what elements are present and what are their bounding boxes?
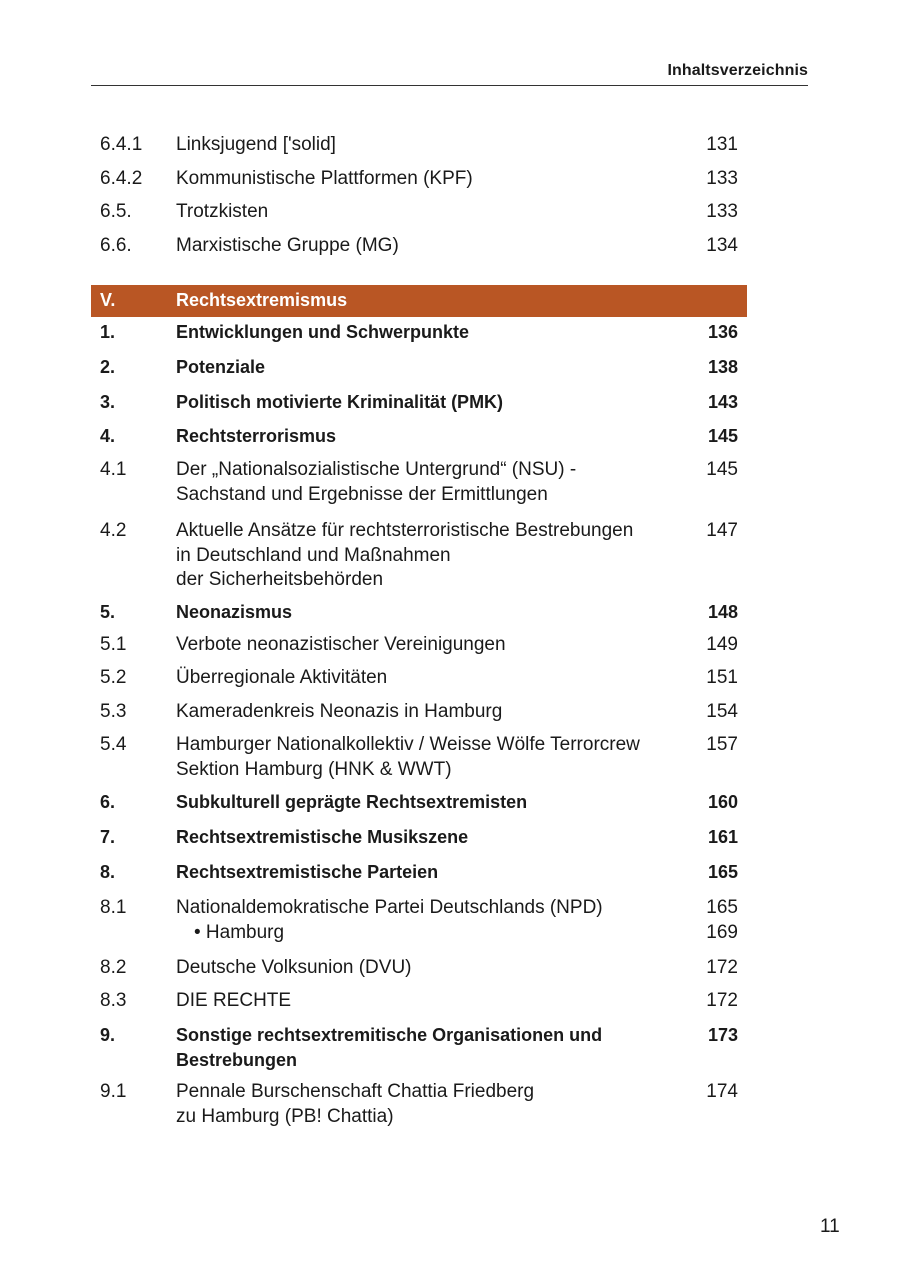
toc-entry-title bbox=[176, 320, 696, 345]
toc-entry-title-line: Neonazismus bbox=[176, 602, 293, 622]
toc-entry-page-number: 145 bbox=[707, 426, 738, 446]
toc-entry-title-line: Der „Nationalsozialistische Untergrund“ (NSU) - bbox=[176, 459, 577, 480]
toc-entry-number: 3. bbox=[100, 392, 116, 412]
toc-entry-title bbox=[176, 700, 696, 725]
toc-entry-page bbox=[686, 234, 738, 259]
toc-entry-page-number: 136 bbox=[707, 322, 738, 342]
toc-entry-number: 4.2 bbox=[100, 520, 127, 541]
toc-entry-title bbox=[176, 234, 696, 259]
toc-entry-title bbox=[176, 989, 696, 1014]
toc-entry-page-number: 169 bbox=[706, 921, 738, 943]
toc-entry-page bbox=[686, 458, 738, 483]
toc-entry-page bbox=[686, 390, 738, 415]
toc-entry-title-line: der Sicherheitsbehörden bbox=[176, 569, 384, 590]
toc-entry-page-number: 172 bbox=[706, 990, 738, 1011]
toc-entry-page-number: 147 bbox=[706, 520, 738, 541]
toc-entry-page bbox=[686, 700, 738, 725]
section-title: Rechtsextremismus bbox=[176, 290, 348, 310]
toc-entry-title bbox=[176, 860, 696, 885]
toc-entry-title-line: Kameradenkreis Neonazis in Hamburg bbox=[176, 701, 503, 722]
toc-entry-number: 8. bbox=[100, 862, 116, 882]
toc-entry-page bbox=[686, 733, 738, 758]
toc-entry-page-number: 143 bbox=[707, 392, 738, 412]
toc-entry-title-line: Bestrebungen bbox=[176, 1049, 298, 1070]
toc-entry-page bbox=[686, 989, 738, 1014]
toc-entry-page bbox=[686, 666, 738, 691]
toc-entry-title bbox=[176, 733, 696, 782]
toc-entry-title bbox=[176, 633, 696, 658]
toc-entry-title-line: Subkulturell geprägte Rechtsextremisten bbox=[176, 792, 528, 812]
toc-entry-page bbox=[686, 1080, 738, 1105]
toc-entry-number: 7. bbox=[100, 827, 116, 847]
toc-entry-page bbox=[686, 1023, 738, 1048]
header-rule bbox=[91, 85, 808, 86]
toc-entry-page-number: 165 bbox=[706, 897, 738, 918]
toc-entry-number: 5.1 bbox=[100, 634, 127, 655]
toc-entry-title bbox=[176, 666, 696, 691]
toc-entry-number: 8.1 bbox=[100, 897, 127, 918]
toc-entry-title bbox=[176, 790, 696, 815]
toc-entry-page bbox=[686, 320, 738, 345]
header-title: Inhaltsverzeichnis bbox=[667, 62, 808, 79]
toc-entry-title bbox=[176, 600, 696, 625]
toc-entry-number: 4. bbox=[100, 426, 116, 446]
page-number: 11 bbox=[820, 1216, 840, 1237]
toc-entry-title-line: zu Hamburg (PB! Chattia) bbox=[176, 1105, 394, 1127]
toc-entry-page-number: 172 bbox=[706, 957, 738, 978]
toc-entry-title bbox=[176, 1080, 696, 1129]
toc-entry-page bbox=[686, 860, 738, 885]
toc-entry-page-number: 165 bbox=[707, 862, 738, 882]
toc-entry-page bbox=[686, 133, 738, 158]
toc-entry-page bbox=[686, 355, 738, 380]
toc-entry-title bbox=[176, 956, 696, 981]
toc-entry-number: 4.1 bbox=[100, 459, 127, 480]
toc-entry-title bbox=[176, 424, 696, 449]
toc-entry-page-number: 157 bbox=[706, 734, 738, 755]
toc-entry-number: 8.2 bbox=[100, 957, 127, 978]
toc-entry-page-number: 173 bbox=[707, 1025, 738, 1045]
toc-entry-title-line: Rechtsextremistische Musikszene bbox=[176, 827, 469, 847]
toc-entry-title bbox=[176, 167, 696, 192]
toc-entry-page-number: 148 bbox=[707, 602, 738, 622]
toc-entry-title-line: in Deutschland und Maßnahmen bbox=[176, 544, 451, 566]
toc-entry-title bbox=[176, 133, 696, 158]
toc-entry-title-line: • Hamburg bbox=[194, 921, 285, 943]
toc-entry-number: 6.4.1 bbox=[100, 134, 143, 155]
toc-entry-title bbox=[176, 519, 696, 593]
toc-entry-number: 6.6. bbox=[100, 235, 132, 256]
toc-entry-number: 5.2 bbox=[100, 667, 127, 688]
toc-entry-number: 6.5. bbox=[100, 201, 132, 222]
toc-entry-number: 1. bbox=[100, 322, 116, 342]
toc-entry-title-line: Sachstand und Ergebnisse der Ermittlungen bbox=[176, 483, 548, 505]
toc-entry-page-number: 160 bbox=[707, 792, 738, 812]
toc-entry-title-line: Nationaldemokratische Partei Deutschlands (NPD) bbox=[176, 897, 603, 918]
toc-entry-title-line: Pennale Burschenschaft Chattia Friedberg bbox=[176, 1081, 535, 1102]
toc-entry-page bbox=[686, 200, 738, 225]
toc-entry-title-line: Entwicklungen und Schwerpunkte bbox=[176, 322, 470, 342]
toc-entry-title-line: Potenziale bbox=[176, 357, 266, 377]
toc-entry-title-line: Aktuelle Ansätze für rechtsterroristische Bestrebungen bbox=[176, 520, 634, 541]
toc-entry-page bbox=[686, 519, 738, 544]
toc-entry-title bbox=[176, 355, 696, 380]
toc-entry-title-line: DIE RECHTE bbox=[176, 990, 292, 1011]
toc-entry-page bbox=[686, 896, 738, 945]
toc-entry-page bbox=[686, 633, 738, 658]
toc-entry-title-line: Trotzkisten bbox=[176, 201, 269, 222]
toc-entry-title bbox=[176, 458, 696, 507]
toc-entry-title-line: Politisch motivierte Kriminalität (PMK) bbox=[176, 392, 504, 412]
toc-entry-title bbox=[176, 200, 696, 225]
toc-entry-title-line: Überregionale Aktivitäten bbox=[176, 667, 388, 688]
toc-entry-number: 5.3 bbox=[100, 701, 127, 722]
toc-entry-title-line: Rechtsterrorismus bbox=[176, 426, 337, 446]
toc-entry-page-number: 174 bbox=[706, 1081, 738, 1102]
toc-entry-number: 5. bbox=[100, 602, 116, 622]
toc-entry-number: 6. bbox=[100, 792, 116, 812]
toc-entry-title-line: Sonstige rechtsextremitische Organisationen und bbox=[176, 1025, 603, 1045]
toc-entry-number: 5.4 bbox=[100, 734, 127, 755]
toc-entry-page bbox=[686, 167, 738, 192]
toc-entry-number: 8.3 bbox=[100, 990, 127, 1011]
toc-entry-title-line: Rechtsextremistische Parteien bbox=[176, 862, 439, 882]
toc-entry-title-line: Hamburger Nationalkollektiv / Weisse Wölfe Terrorcrew bbox=[176, 734, 640, 755]
toc-entry-page bbox=[686, 825, 738, 850]
toc-entry-title-line: Marxistische Gruppe (MG) bbox=[176, 235, 399, 256]
toc-entry-page-number: 133 bbox=[706, 168, 738, 189]
toc-entry-number: 9. bbox=[100, 1025, 116, 1045]
toc-entry-page-number: 154 bbox=[706, 701, 738, 722]
toc-entry-title bbox=[176, 1023, 696, 1072]
toc-entry-page bbox=[686, 424, 738, 449]
section-number: V. bbox=[100, 290, 116, 310]
toc-entry-page-number: 138 bbox=[707, 357, 738, 377]
toc-entry-page bbox=[686, 790, 738, 815]
toc-entry-page-number: 134 bbox=[706, 235, 738, 256]
toc-entry-page bbox=[686, 600, 738, 625]
toc-entry-page-number: 145 bbox=[706, 459, 738, 480]
toc-entry-number: 9.1 bbox=[100, 1081, 127, 1102]
toc-entry-page bbox=[686, 956, 738, 981]
section-heading-bar bbox=[91, 285, 747, 317]
toc-entry-title bbox=[176, 825, 696, 850]
toc-entry-title-line: Linksjugend ['solid] bbox=[176, 134, 336, 155]
toc-entry-page-number: 133 bbox=[706, 201, 738, 222]
toc-entry-number: 2. bbox=[100, 357, 116, 377]
toc-entry-title-line: Sektion Hamburg (HNK & WWT) bbox=[176, 758, 452, 780]
toc-entry-title bbox=[176, 390, 696, 415]
toc-entry-page-number: 149 bbox=[706, 634, 738, 655]
toc-entry-page-number: 151 bbox=[706, 667, 738, 688]
toc-entry-title bbox=[176, 896, 696, 945]
toc-entry-number: 6.4.2 bbox=[100, 168, 143, 189]
toc-entry-page-number: 131 bbox=[706, 134, 738, 155]
toc-entry-page-number: 161 bbox=[707, 827, 738, 847]
toc-entry-title-line: Deutsche Volksunion (DVU) bbox=[176, 957, 412, 978]
toc-entry-title-line: Verbote neonazistischer Vereinigungen bbox=[176, 634, 506, 655]
toc-entry-title-line: Kommunistische Plattformen (KPF) bbox=[176, 168, 473, 189]
